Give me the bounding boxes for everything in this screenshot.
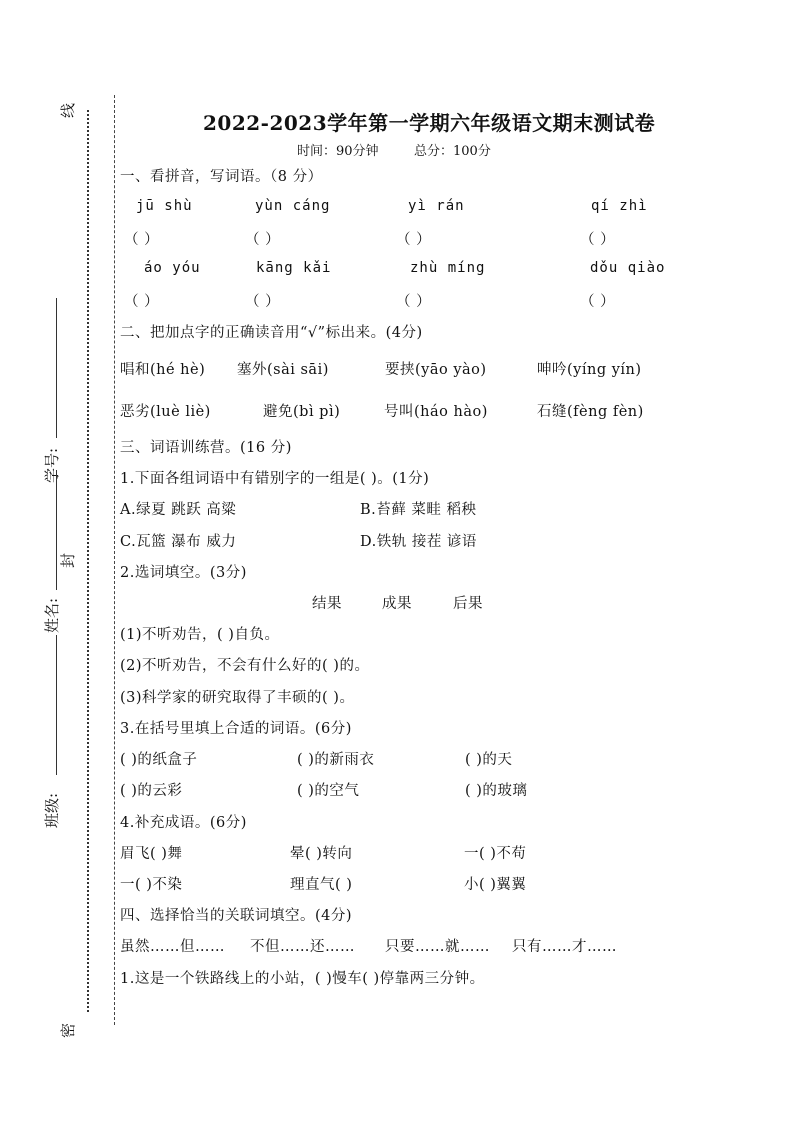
section1-heading: 一、看拼音，写词语。（8 分） bbox=[120, 169, 323, 185]
phrase-blank-4[interactable]: ( )的云彩 bbox=[120, 783, 183, 799]
phrase-blank-2[interactable]: ( )的新雨衣 bbox=[297, 752, 375, 768]
pronunciation-2[interactable]: 塞外(sài sāi) bbox=[237, 362, 329, 378]
question-3-3: 3.在括号里填上合适的词语。(6分) bbox=[120, 721, 352, 737]
student-id-blank[interactable] bbox=[56, 298, 57, 438]
idiom-blank-2[interactable]: 晕( )转向 bbox=[290, 846, 353, 862]
question-3-2: 2.选词填空。(3分) bbox=[120, 565, 247, 581]
pronunciation-3[interactable]: 要挟(yāo yào) bbox=[385, 362, 487, 378]
name-blank[interactable] bbox=[56, 470, 57, 590]
binding-dashed-line bbox=[114, 95, 115, 1025]
option-d[interactable]: D.铁轨 接茬 谚语 bbox=[360, 534, 477, 550]
word-choice-1: 结果 bbox=[312, 596, 342, 612]
binding-label-feng: 封 bbox=[59, 552, 78, 569]
phrase-blank-6[interactable]: ( )的玻璃 bbox=[465, 783, 528, 799]
pronunciation-7[interactable]: 号叫(háo hào) bbox=[384, 404, 488, 420]
pinyin-1: jū shù bbox=[136, 198, 193, 214]
page-title: 2022-2023学年第一学期六年级语文期末测试卷 bbox=[203, 111, 656, 135]
word-choice-2: 成果 bbox=[382, 596, 412, 612]
idiom-blank-4[interactable]: 一( )不染 bbox=[120, 877, 183, 893]
idiom-blank-3[interactable]: 一( )不苟 bbox=[464, 846, 527, 862]
answer-blank-6[interactable]: （ ） bbox=[245, 294, 281, 310]
idiom-blank-5[interactable]: 理直气( ) bbox=[290, 877, 353, 893]
answer-blank-2[interactable]: （ ） bbox=[245, 232, 281, 248]
answer-blank-5[interactable]: （ ） bbox=[124, 294, 160, 310]
score-info: 总分：100分 bbox=[414, 144, 491, 159]
idiom-blank-6[interactable]: 小( )翼翼 bbox=[464, 877, 527, 893]
binding-label-xian: 线 bbox=[59, 102, 78, 119]
class-label: 班级: bbox=[43, 792, 62, 829]
option-b[interactable]: B.苔藓 菜畦 稻秧 bbox=[360, 502, 477, 518]
phrase-blank-5[interactable]: ( )的空气 bbox=[297, 783, 360, 799]
question-3-1: 1.下面各组词语中有错别字的一组是( )。(1分) bbox=[120, 471, 430, 487]
conjunction-4: 只有……才…… bbox=[512, 939, 617, 955]
answer-blank-1[interactable]: （ ） bbox=[124, 232, 160, 248]
answer-blank-4[interactable]: （ ） bbox=[580, 232, 616, 248]
pronunciation-1[interactable]: 唱和(hé hè) bbox=[120, 362, 206, 378]
pinyin-5: áo yóu bbox=[144, 260, 201, 276]
pinyin-2: yùn cáng bbox=[255, 198, 331, 214]
fill-item-2[interactable]: (2)不听劝告，不会有什么好的( )的。 bbox=[120, 658, 370, 674]
pronunciation-8[interactable]: 石缝(fèng fèn) bbox=[537, 404, 644, 420]
option-c[interactable]: C.瓦篮 瀑布 威力 bbox=[120, 534, 237, 550]
name-label: 姓名: bbox=[43, 597, 62, 634]
section2-heading: 二、把加点字的正确读音用“√”标出来。(4分) bbox=[120, 325, 423, 341]
answer-blank-3[interactable]: （ ） bbox=[396, 232, 432, 248]
conjunction-3: 只要……就…… bbox=[385, 939, 490, 955]
pinyin-3: yì rán bbox=[408, 198, 465, 214]
word-choice-3: 后果 bbox=[453, 596, 483, 612]
idiom-blank-1[interactable]: 眉飞( )舞 bbox=[120, 846, 183, 862]
pinyin-7: zhù míng bbox=[410, 260, 486, 276]
section3-heading: 三、词语训练营。(16 分) bbox=[120, 440, 292, 456]
pinyin-6: kāng kǎi bbox=[256, 260, 332, 276]
option-a[interactable]: A.绿夏 跳跃 高粱 bbox=[120, 502, 237, 518]
conjunction-1: 虽然……但…… bbox=[120, 939, 225, 955]
pronunciation-4[interactable]: 呻吟(yíng yín) bbox=[537, 362, 642, 378]
answer-blank-8[interactable]: （ ） bbox=[580, 294, 616, 310]
fill-item-1[interactable]: (1)不听劝告，( )自负。 bbox=[120, 627, 280, 643]
student-id-label: 学号: bbox=[43, 447, 62, 484]
pronunciation-6[interactable]: 避免(bì pì) bbox=[263, 404, 341, 420]
name-blank-lower[interactable] bbox=[56, 635, 57, 775]
answer-blank-7[interactable]: （ ） bbox=[396, 294, 432, 310]
phrase-blank-3[interactable]: ( )的天 bbox=[465, 752, 513, 768]
question-3-4: 4.补充成语。(6分) bbox=[120, 815, 247, 831]
pronunciation-5[interactable]: 恶劣(luè liè) bbox=[120, 404, 211, 420]
conjunction-2: 不但……还…… bbox=[250, 939, 355, 955]
pinyin-8: dǒu qiào bbox=[590, 260, 666, 276]
pinyin-4: qí zhì bbox=[591, 198, 648, 214]
binding-label-mi: 密 bbox=[59, 1022, 78, 1039]
section4-heading: 四、选择恰当的关联词填空。(4分) bbox=[120, 908, 353, 924]
fill-item-3[interactable]: (3)科学家的研究取得了丰硕的( )。 bbox=[120, 690, 355, 706]
phrase-blank-1[interactable]: ( )的纸盒子 bbox=[120, 752, 198, 768]
question-4-1[interactable]: 1.这是一个铁路线上的小站，( )慢车( )停靠两三分钟。 bbox=[120, 971, 485, 987]
time-info: 时间：90分钟 bbox=[297, 144, 379, 159]
binding-dotted-line bbox=[87, 110, 89, 1012]
